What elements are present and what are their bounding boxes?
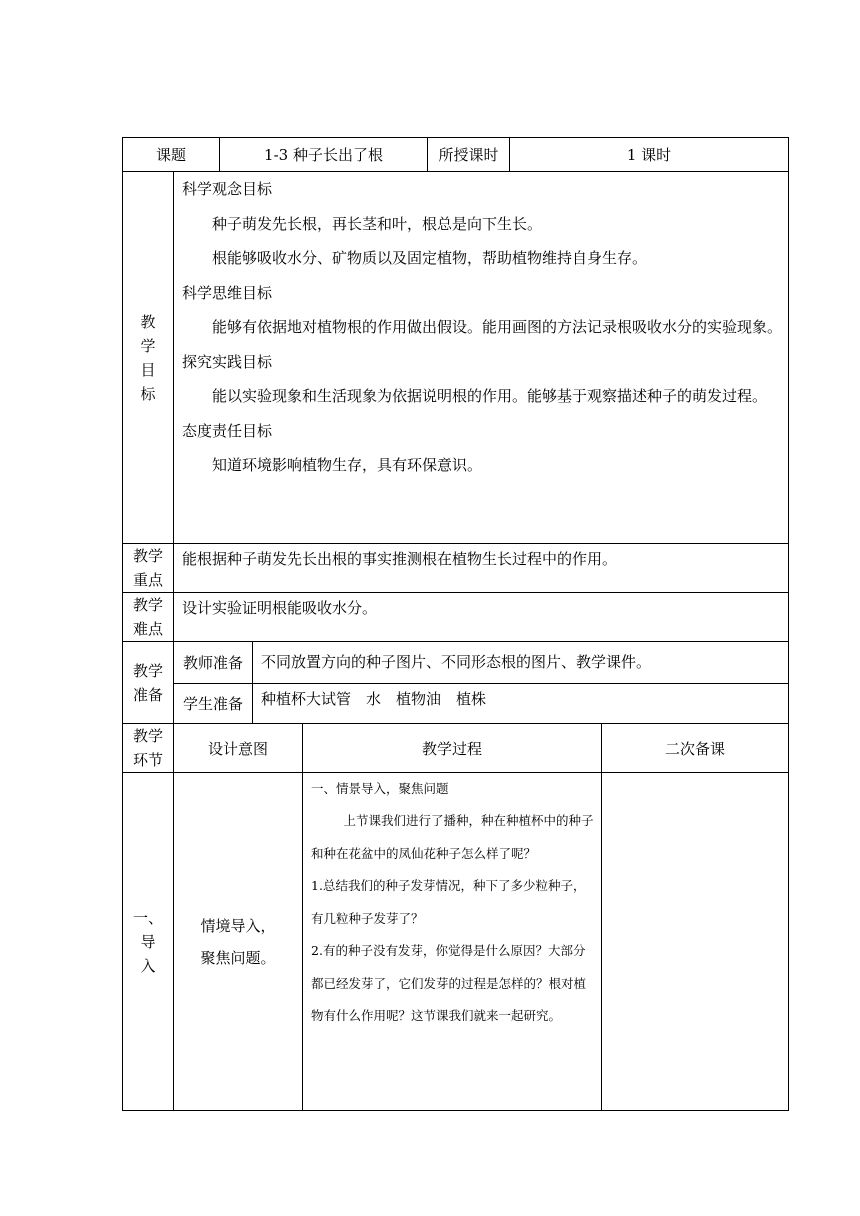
objective-title: 态度责任目标 [182,421,273,440]
hours-value: 1 课时 [510,138,789,172]
process-title: 一、情景导入，聚焦问题 [311,781,449,796]
stage-one-label: 一、 导 入 [123,773,174,1111]
process-intro: 上节课我们进行了播种，种在种植杯中的种子和种在花盆中的凤仙花种子怎么样了呢？ [311,813,594,861]
stage-one-design: 情境导入， 聚焦问题。 [174,773,303,1111]
stage-header: 教学 环节 [123,724,174,773]
preparation-label: 教学 准备 [123,642,174,724]
objective-title: 科学观念目标 [182,180,273,198]
objective-line: 根能够吸收水分、矿物质以及固定植物，帮助植物维持自身生存。 [212,249,648,267]
teacher-prep-text: 不同放置方向的种子图片、不同形态根的图片、教学课件。 [253,642,789,684]
second-prep-header: 二次备课 [602,724,789,773]
objective-title: 探究实践目标 [182,352,273,371]
difficulty-label: 教学 难点 [123,593,174,642]
second-prep-cell [602,773,789,1111]
teacher-prep-label: 教师准备 [174,642,253,684]
objectives-content [174,172,789,544]
objectives-label: 教 学 目 标 [123,172,174,544]
stage-one-row [123,773,789,1111]
key-point-row [123,544,789,593]
lesson-plan-page [122,137,788,1111]
key-point-label: 教学 重点 [123,544,174,593]
objective-title: 科学思维目标 [182,283,273,302]
objective-line: 种子萌发先长根，再长茎和叶，根总是向下生长。 [212,214,543,233]
difficulty-text: 设计实验证明根能吸收水分。 [174,593,789,642]
topic-label: 课题 [123,138,220,172]
hours-label: 所授课时 [428,138,510,172]
lesson-plan-table [122,137,789,1111]
topic-value: 1-3 种子长出了根 [220,138,428,172]
objective-line: 能够有依据地对植物根的作用做出假设。能用画图的方法记录根吸收水分的实验现象。 [212,318,783,336]
student-prep-label: 学生准备 [174,684,253,724]
student-prep-row [123,684,789,724]
objective-line: 知道环境影响植物生存，具有环保意识。 [212,456,483,474]
header-row [123,138,789,172]
teacher-prep-row [123,642,789,684]
student-prep-text: 种植杯大试管 水 植物油 植株 [253,684,789,724]
process-header-row [123,724,789,773]
design-header: 设计意图 [174,724,303,773]
process-question-1: 1.总结我们的种子发芽情况，种下了多少粒种子，有几粒种子发芽了？ [311,878,586,926]
process-question-2: 2.有的种子没有发芽，你觉得是什么原因？大部分都已经发芽了，它们发芽的过程是怎样的？根对植物有什么作用呢？这节课我们就来一起研究。 [311,943,587,1023]
objectives-row [123,172,789,544]
stage-one-process [303,773,602,1111]
process-header: 教学过程 [303,724,602,773]
difficulty-row [123,593,789,642]
key-point-text: 能根据种子萌发先长出根的事实推测根在植物生长过程中的作用。 [174,544,789,593]
objective-line: 能以实验现象和生活现象为依据说明根的作用。能够基于观察描述种子的萌发过程。 [212,387,768,405]
